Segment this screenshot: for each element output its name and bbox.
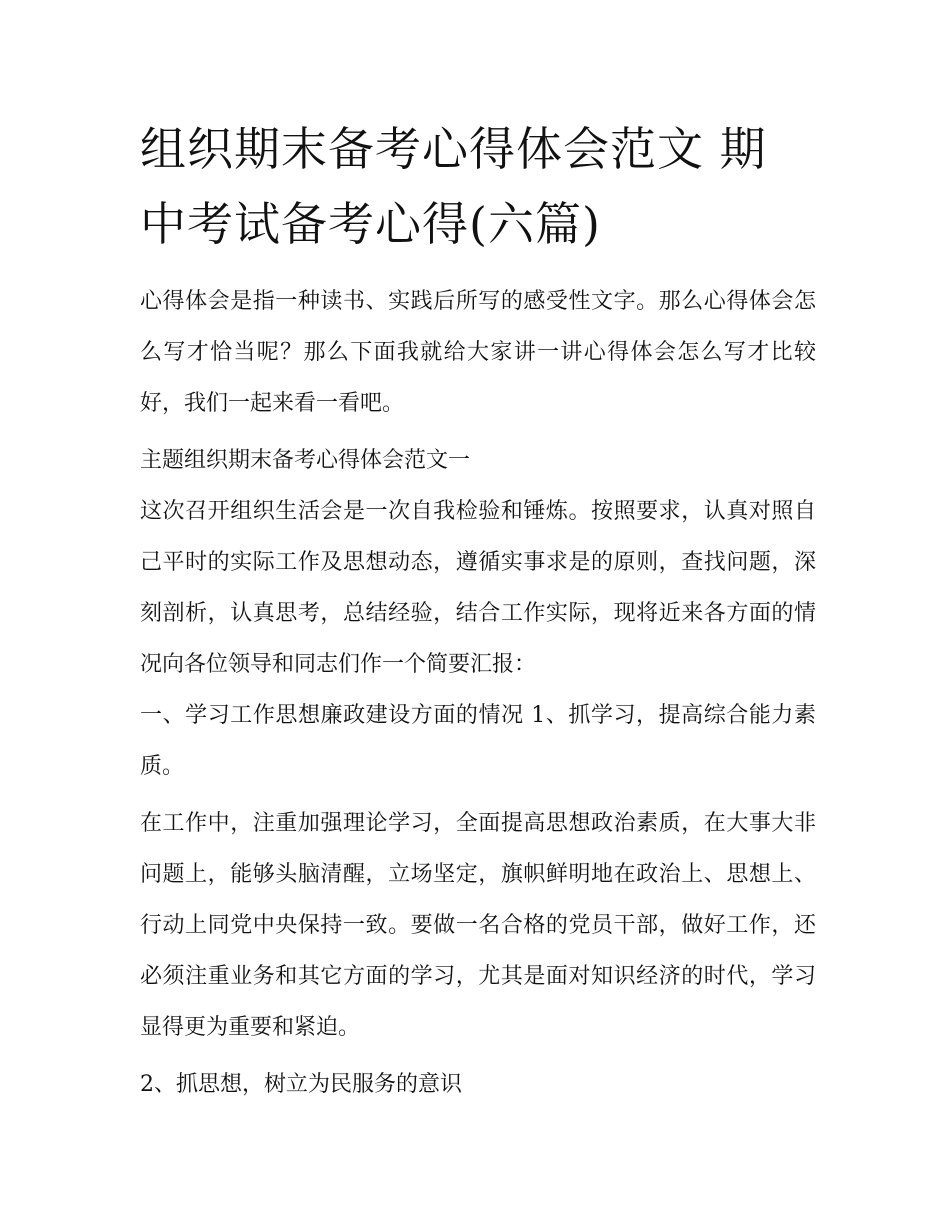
document-title <box>140 112 816 262</box>
body-paragraph-2: 在工作中，注重加强理论学习，全面提高思想政治素质，在大事大非问题上，能够头脑清醒，立场坚定，旗帜鲜明地在政治上、思想上、行动上同党中央保持一致。要做一名合格的党员干部，做好工作，还必须注重业务和其它方面的学习，尤其是面对知识经济的时代，学习显得更为重要和紧迫。 <box>140 811 816 1040</box>
subsection-heading-1: 一、学习工作思想廉政建设方面的情况 1、抓学习，提高综合能力素质。 <box>140 703 816 779</box>
title-line-1: 组织期末备考心得体会范文 期 <box>140 122 767 176</box>
intro-paragraph: 心得体会是指一种读书、实践后所写的感受性文字。那么心得体会怎么写才恰当呢？那么下面我就给大家讲一讲心得体会怎么写才比较好，我们一起来看一看吧。 <box>140 289 816 416</box>
subsection-heading-2: 2、抓思想，树立为民服务的意识 <box>140 1072 462 1097</box>
title-line-2: 中考试备考心得(六篇) <box>140 197 601 251</box>
document-content <box>140 112 816 1116</box>
section-heading: 主题组织期末备考心得体会范文一 <box>140 448 471 473</box>
document-body <box>140 276 816 1110</box>
body-paragraph-1: 这次召开组织生活会是一次自我检验和锤炼。按照要求，认真对照自己平时的实际工作及思想动态，遵循实事求是的原则，查找问题，深刻剖析，认真思考，总结经验，结合工作实际，现将近来各方面的情况向各位领导和同志们作一个简要汇报： <box>140 499 816 677</box>
